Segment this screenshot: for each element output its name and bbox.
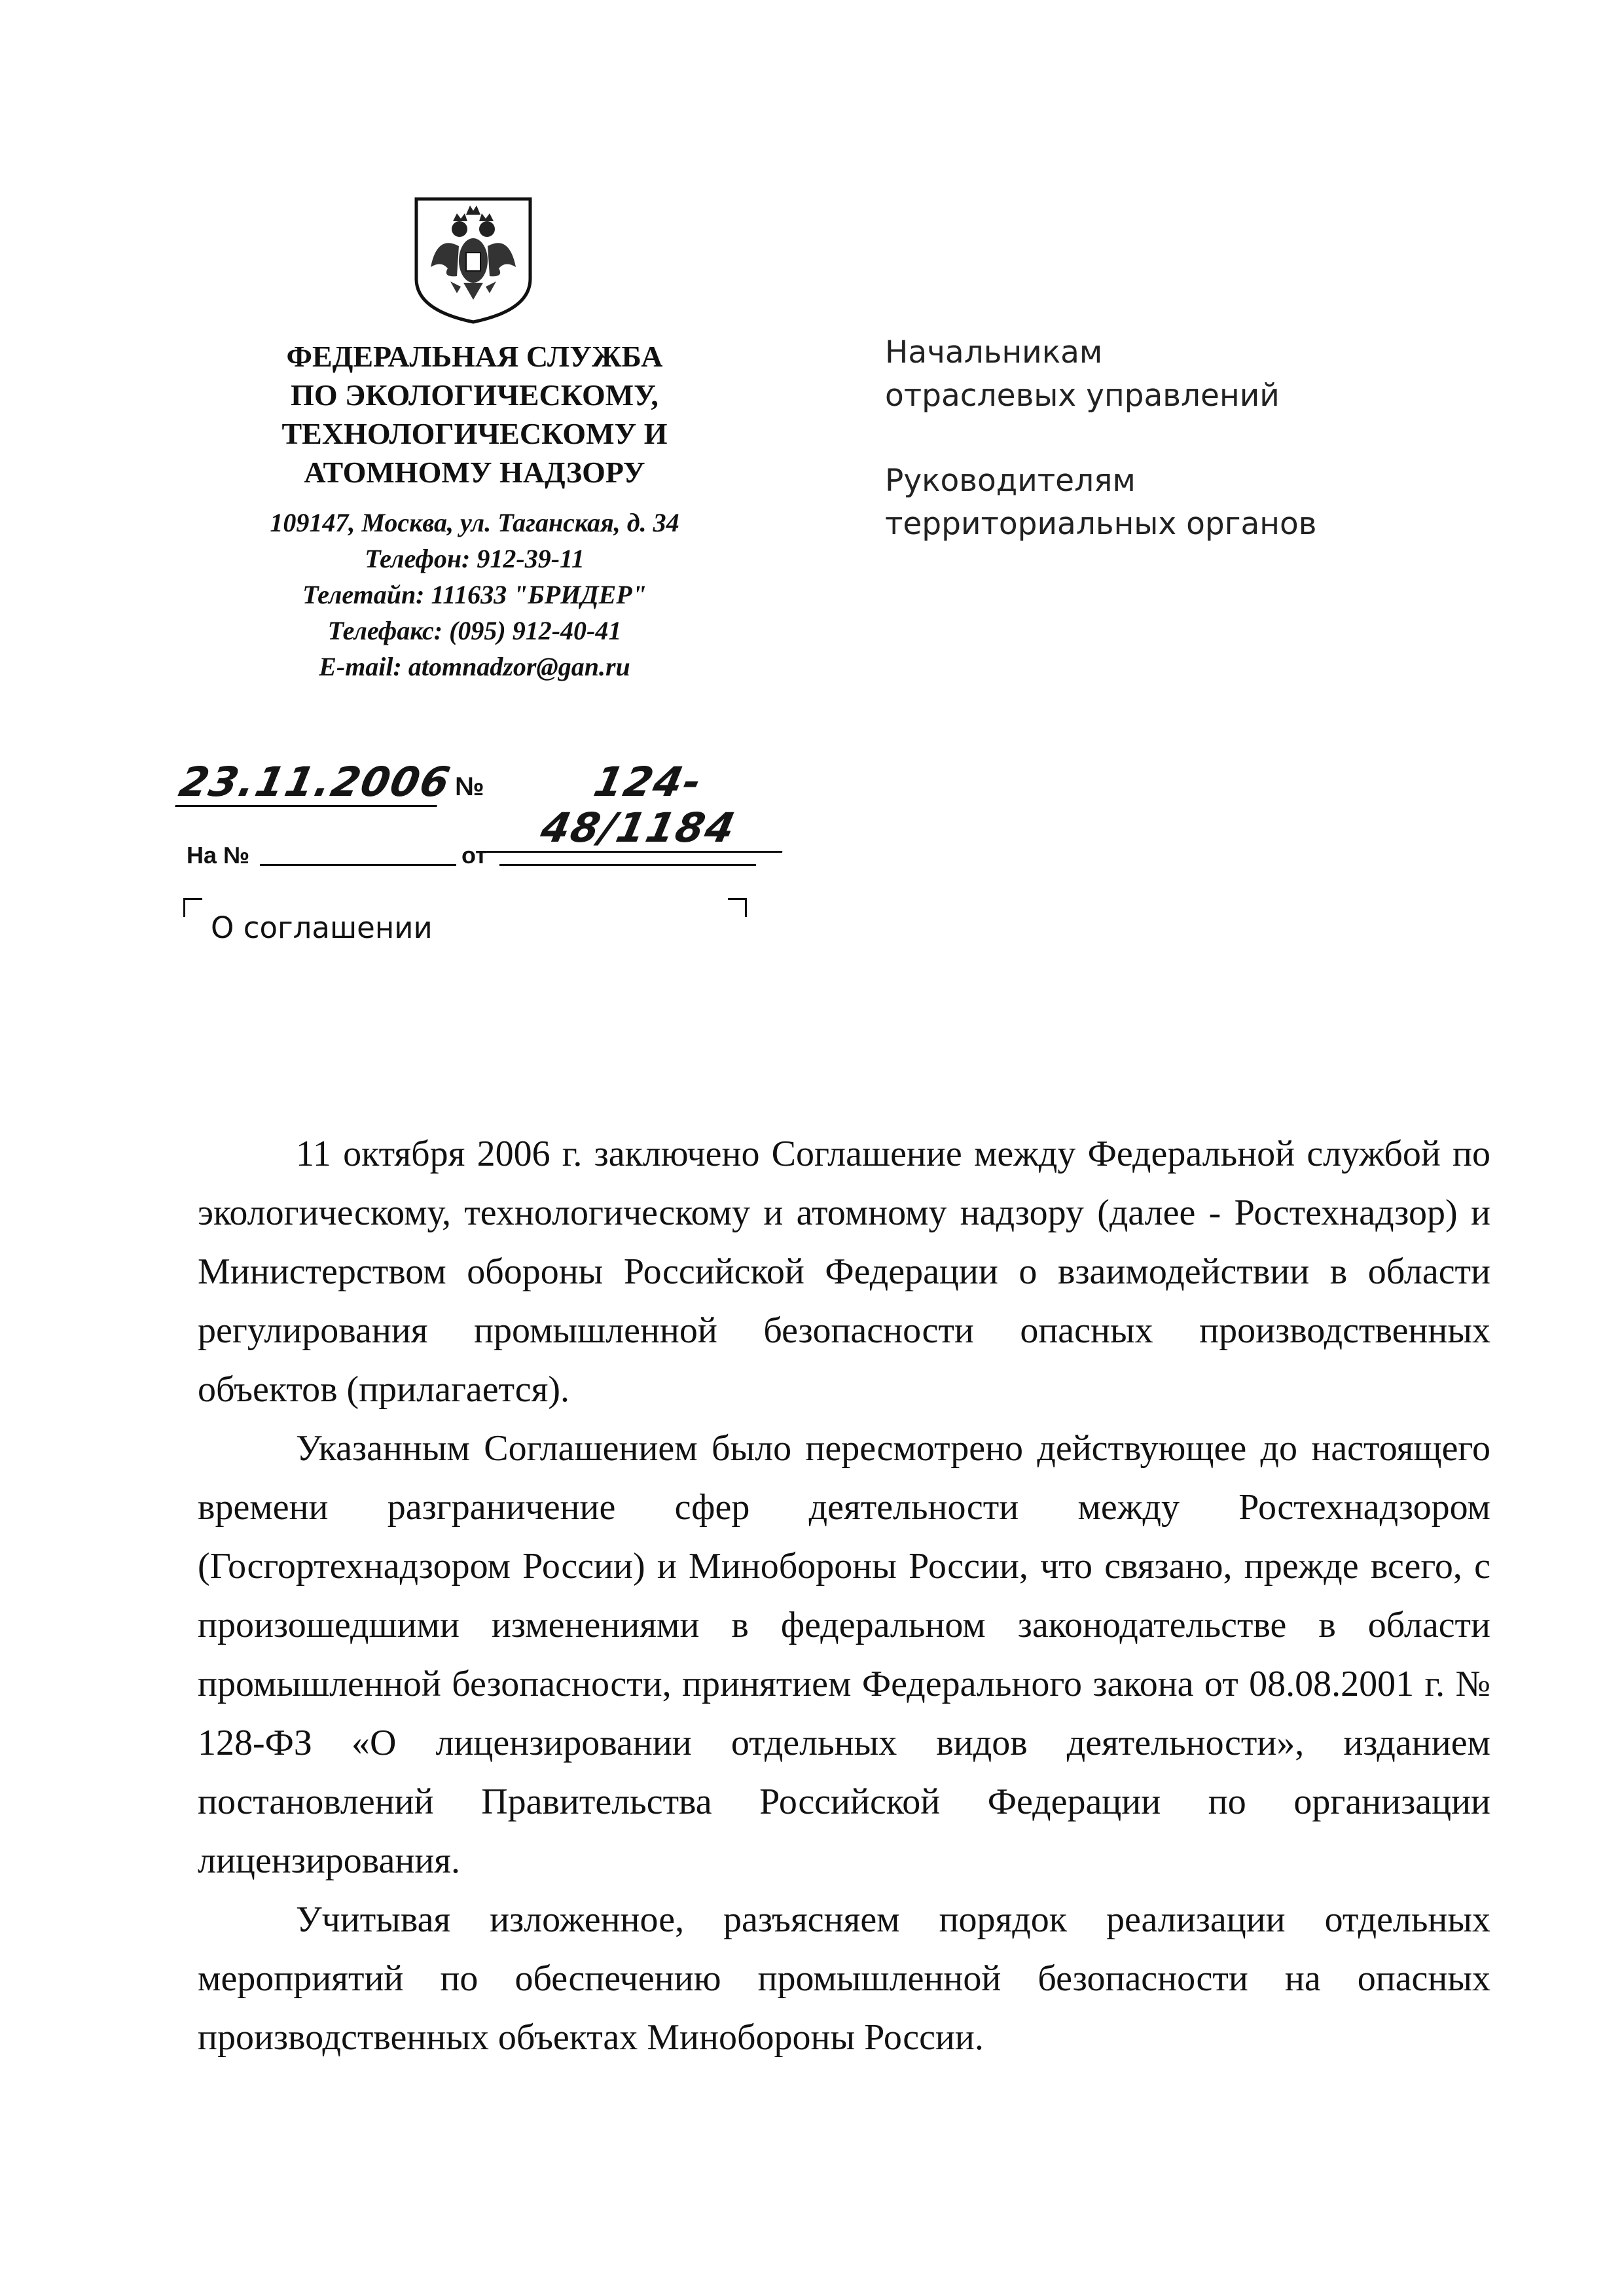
handwritten-date: 23.11.2006 [175, 758, 456, 806]
reply-from-label: от [461, 842, 487, 869]
body-paragraph: Учитывая изложенное, разъясняем порядок реализации отдельных мероприятий по обеспечению промышленной безопасности на опасных производственных объектах Минобороны России. [198, 1899, 1490, 2058]
subject-line: О соглашении [211, 910, 433, 945]
recipient-block-1 [885, 331, 1280, 418]
reply-reference [187, 838, 776, 877]
recipient-line: Руководителям [885, 463, 1136, 499]
address-line: 109147, Москва, ул. Таганская, д. 34 [270, 508, 679, 537]
teletype-line: Телетайп: 111633 "БРИДЕР" [302, 580, 647, 609]
org-name-line: АТОМНОМУ НАДЗОРУ [304, 456, 645, 489]
reply-from-blank [499, 864, 756, 866]
email-line: E-mail: atomnadzor@gan.ru [319, 652, 630, 681]
body-paragraph: 11 октября 2006 г. заключено Соглашение между Федеральной службой по экологическому, технологическому и атомному надзору (далее - Ростехнадзор) и Министерством обороны Российской Федерации о взаимодействии в области регулирования промышленной безопасности опасных производственных объектов (прилагается). [198, 1134, 1490, 1410]
number-label: № [455, 772, 484, 801]
org-name-line: ПО ЭКОЛОГИЧЕСКОМУ, [291, 378, 659, 412]
outgoing-reference [175, 758, 769, 852]
reply-number-label: На № [187, 842, 250, 869]
recipient-block-2 [885, 459, 1316, 546]
coat-of-arms-emblem [411, 195, 535, 325]
body-paragraph: Указанным Соглашением было пересмотрено действующее до настоящего времени разграничение сфер деятельности между Ростехнадзором (Госгортехнадзором России) и Минобороны России, что связано, прежде всего, с произошедшими изменениями в федеральном законодательстве в области промышленной безопасности, принятием Федерального закона от 08.08.2001 г. № 128-ФЗ «О лицензировании отдельных видов деятельности», изданием постановлений Правительства Российской Федерации по организации лицензирования. [198, 1428, 1490, 1881]
recipient-line: Начальникам [885, 334, 1103, 370]
fax-line: Телефакс: (095) 912-40-41 [327, 616, 622, 645]
subject-corner-left [183, 898, 202, 917]
recipient-line: отраслевых управлений [885, 378, 1280, 414]
phone-line: Телефон: 912-39-11 [365, 544, 585, 573]
letter-body [198, 1124, 1490, 2067]
organization-name [196, 337, 753, 492]
handwritten-number: 124-48/1184 [484, 759, 802, 853]
org-name-line: ФЕДЕРАЛЬНАЯ СЛУЖБА [286, 340, 663, 373]
organization-contacts [196, 505, 753, 685]
reply-number-blank [260, 864, 456, 866]
org-name-line: ТЕХНОЛОГИЧЕСКОМУ И [281, 417, 668, 450]
sender-block [196, 337, 753, 685]
subject-corner-right [728, 898, 747, 917]
recipient-line: территориальных органов [885, 506, 1317, 542]
